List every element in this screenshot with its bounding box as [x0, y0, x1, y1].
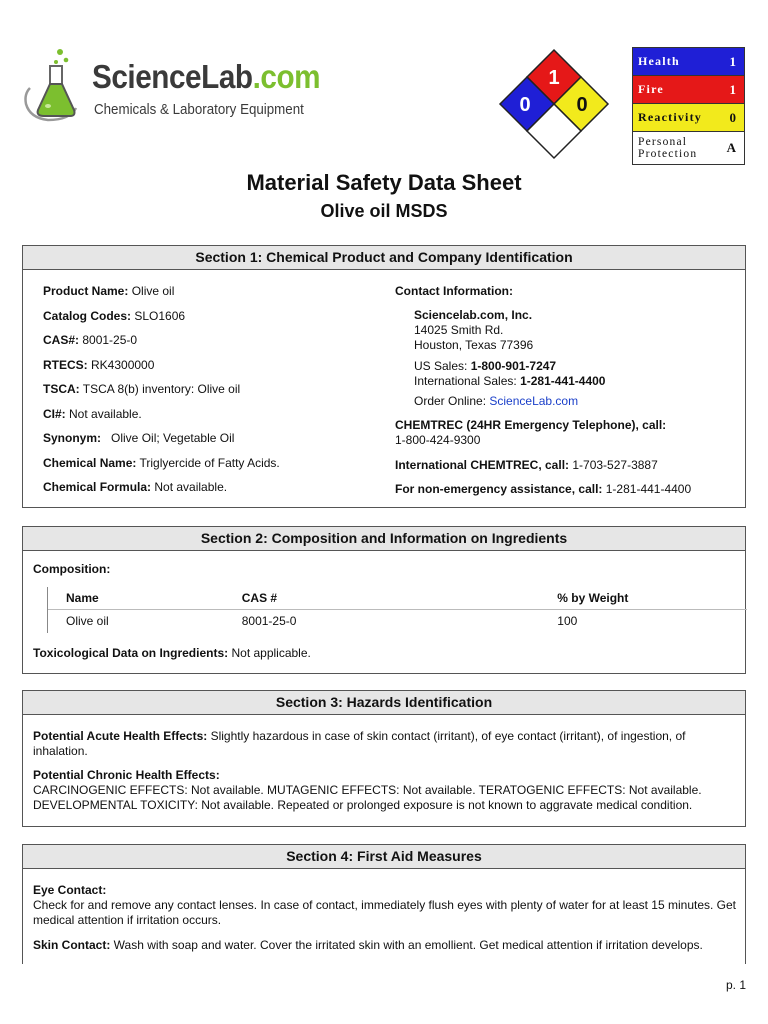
- field-synonym: Synonym: Olive Oil; Vegetable Oil: [43, 431, 235, 445]
- hmis-rating-table: [632, 47, 745, 165]
- contact-information: [395, 284, 740, 497]
- hmis-fire-row: Fire 1: [633, 76, 744, 104]
- nfpa-reactivity-value: 0: [576, 94, 588, 116]
- chemtrec-label: CHEMTREC (24HR Emergency Telephone), call:: [395, 418, 667, 432]
- logo-wordmark: ScienceLab.com: [92, 58, 321, 95]
- field-chemical-name: Chemical Name: Triglyercide of Fatty Acids.: [43, 455, 280, 470]
- sciencelab-logo: [20, 46, 321, 126]
- section-2-heading: Section 2: Composition and Information on Ingredients: [23, 527, 745, 551]
- chronic-health-effects: Potential Chronic Health Effects: CARCINOGENIC EFFECTS: Not available. MUTAGENIC EFFECTS: Not available. TERATOGENIC EFFECTS: Not available. DEVELOPMENTAL TOXICITY: Not available. Repeated or prolonged exposure is not known to aggravate medical condition.: [33, 768, 702, 812]
- nfpa-health-value: 0: [519, 94, 531, 116]
- section-2: [22, 526, 746, 674]
- international-sales: International Sales: 1-281-441-4400: [414, 374, 606, 388]
- product-identification-list: [43, 284, 373, 505]
- hmis-personal-protection-row: Personal Protection A: [633, 132, 744, 164]
- chemtrec-phone: 1-800-424-9300: [395, 433, 481, 447]
- hmis-reactivity-row: Reactivity 0: [633, 104, 744, 132]
- non-emergency: For non-emergency assistance, call: 1-281-441-4400: [395, 482, 692, 496]
- section-1: [22, 245, 746, 508]
- document-title: Material Safety Data Sheet: [246, 170, 522, 195]
- section-1-heading: Section 1: Chemical Product and Company Identification: [23, 246, 745, 270]
- section-4: [22, 844, 746, 964]
- logo-tagline: Chemicals & Laboratory Equipment: [94, 102, 304, 118]
- field-product-name: Product Name: Olive oil: [43, 284, 175, 298]
- toxicological-data: Toxicological Data on Ingredients: Not applicable.: [33, 646, 311, 660]
- intl-chemtrec: International CHEMTREC, call: 1-703-527-3887: [395, 458, 658, 472]
- table-row: Olive oil 8001-25-0 100: [66, 614, 578, 628]
- acute-health-effects: Potential Acute Health Effects: Slightly hazardous in case of skin contact (irritant), of eye contact (irritant), of ingestion, of inhalation.: [33, 729, 686, 758]
- composition-header-row: Name CAS # % by Weight: [48, 587, 747, 610]
- us-sales: US Sales: 1-800-901-7247: [414, 359, 557, 373]
- field-chemical-formula: Chemical Formula: Not available.: [43, 480, 228, 494]
- section-3: [22, 690, 746, 827]
- field-ci: CI#: Not available.: [43, 406, 142, 421]
- company-name: Sciencelab.com, Inc.: [414, 308, 533, 322]
- field-tsca: TSCA: TSCA 8(b) inventory: Olive oil: [43, 382, 241, 396]
- field-cas: CAS#: 8001-25-0: [43, 333, 138, 347]
- address-line-2: Houston, Texas 77396: [414, 338, 534, 352]
- contact-label: Contact Information:: [395, 284, 513, 298]
- document-subtitle: Olive oil MSDS: [320, 201, 448, 221]
- flask-icon: [20, 46, 90, 126]
- order-online: Order Online: ScienceLab.com: [414, 394, 579, 408]
- field-catalog-codes: Catalog Codes: SLO1606: [43, 308, 186, 323]
- nfpa-fire-value: 1: [548, 67, 560, 89]
- composition-label: Composition:: [33, 562, 111, 576]
- field-rtecs: RTECS: RK4300000: [43, 357, 155, 372]
- sciencelab-link[interactable]: ScienceLab.com: [489, 394, 579, 408]
- section-4-heading: Section 4: First Aid Measures: [23, 845, 745, 869]
- address-line-1: 14025 Smith Rd.: [414, 323, 504, 337]
- page-number: p. 1: [725, 978, 746, 992]
- nfpa-diamond: [498, 48, 610, 160]
- eye-contact: Eye Contact: Check for and remove any contact lenses. In case of contact, immediately flush eyes with plenty of water for at least 15 minutes. Get medical attention if irritation occurs.: [33, 883, 737, 927]
- skin-contact: Skin Contact: Wash with soap and water. Cover the irritated skin with an emollient. Get medical attention if irritation develops.: [33, 938, 703, 952]
- hmis-health-row: Health 1: [633, 48, 744, 76]
- composition-table: [47, 587, 747, 633]
- section-3-heading: Section 3: Hazards Identification: [23, 691, 745, 715]
